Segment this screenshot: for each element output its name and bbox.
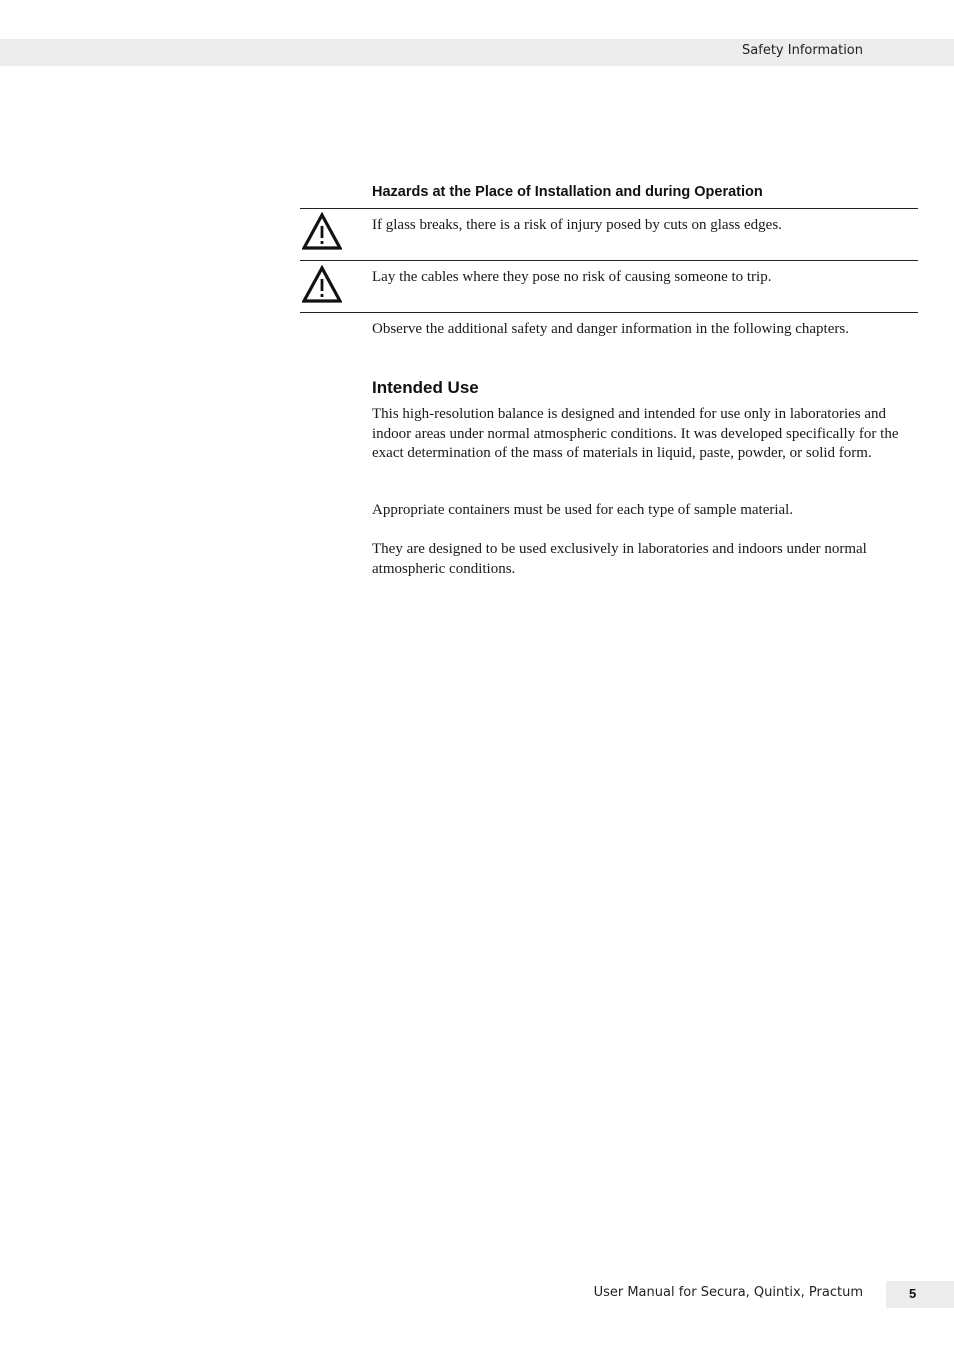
hazards-heading: Hazards at the Place of Installation and during Operation (372, 184, 763, 200)
hazard-item-text: Lay the cables where they pose no risk of causing someone to trip. (372, 269, 772, 285)
page-number: 5 (909, 1286, 917, 1301)
intended-use-paragraph: Appropriate containers must be used for each type of sample material. (372, 502, 794, 518)
footer-manual-title: User Manual for Secura, Quintix, Practum (593, 1285, 863, 1300)
divider (300, 312, 918, 313)
intended-use-paragraph: This high-resolution balance is designed and intended for use only in laboratories and indoor areas under normal atmospheric conditions. It was developed specifically for the exact determination of the mass of materials in liquid, paste, powder, or solid form. (372, 406, 899, 461)
warning-triangle-icon (302, 212, 342, 250)
divider (300, 260, 918, 261)
hazard-item-text: If glass breaks, there is a risk of injury posed by cuts on glass edges. (372, 217, 782, 233)
page-number-box (886, 1281, 954, 1308)
intended-use-paragraph: They are designed to be used exclusively in laboratories and indoors under normal atmospheric conditions. (372, 541, 867, 577)
divider (300, 208, 918, 209)
warning-triangle-icon (302, 265, 342, 303)
hazards-note: Observe the additional safety and danger information in the following chapters. (372, 321, 849, 337)
running-header: Safety Information (742, 43, 863, 58)
section-title-intended-use: Intended Use (372, 378, 479, 397)
